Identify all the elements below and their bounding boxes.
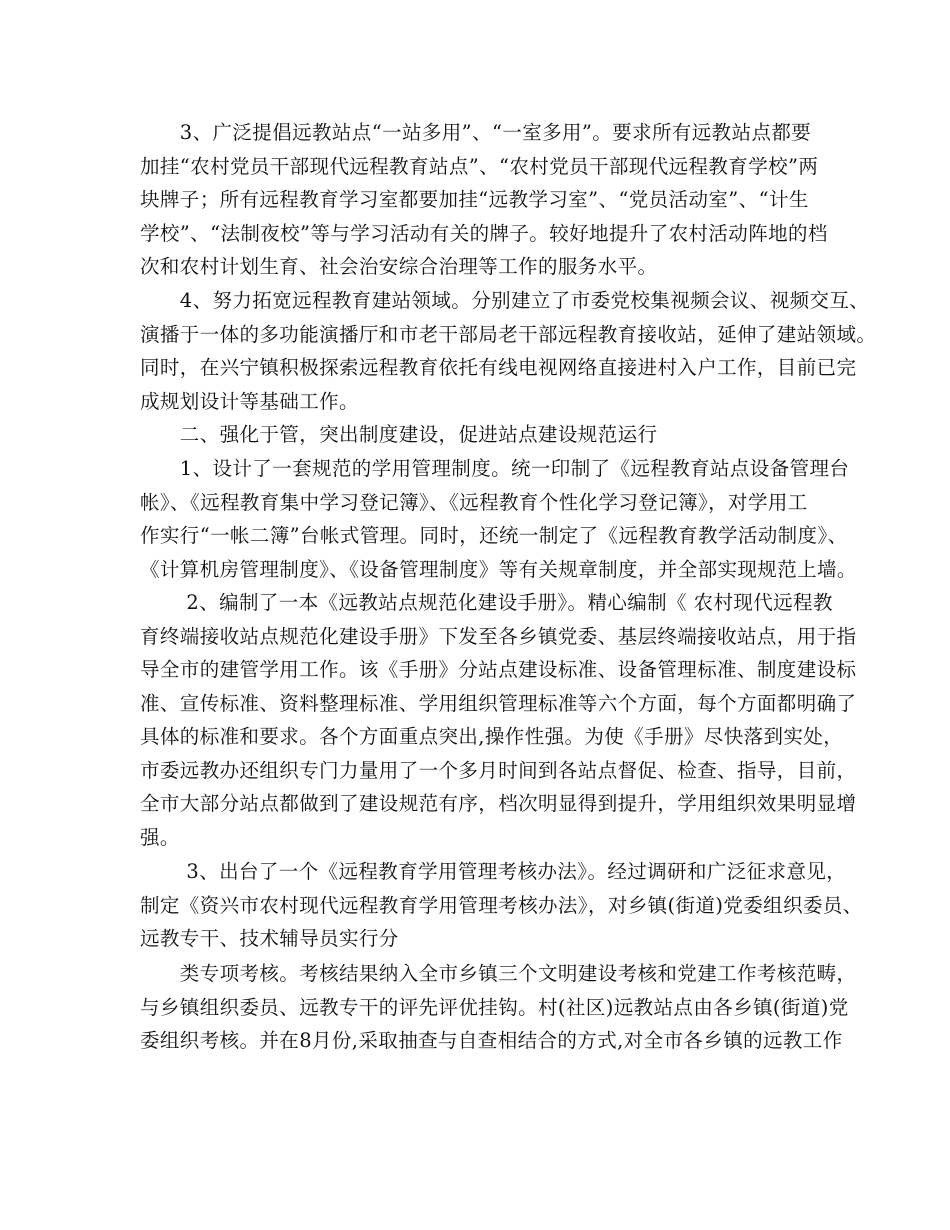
text-line: 育终端接收站点规范化建设手册》下发至各乡镇党委、基层终端接收站点，用于指 (140, 624, 857, 648)
text-line: 与乡镇组织委员、远教专干的评先评优挂钩。村(社区)远教站点由各乡镇(街道)党 (140, 995, 849, 1019)
paragraph-multi-use-stations (140, 116, 828, 284)
text-line: 准、宣传标准、资料整理标准、学用组织管理标准等六个方面，每个方面都明确了 (140, 691, 857, 715)
text-line: 远教专干、技术辅导员实行分 (140, 927, 399, 950)
paragraph-assessment-method (140, 855, 863, 956)
text-line: 全市大部分站点都做到了建设规范有序，档次明显得到提升，学用组织效果明显增 (140, 792, 857, 815)
text-line: 1、设计了一套规范的学用管理制度。统一印制了《远程教育站点设备管理台 (140, 457, 850, 480)
section-heading (140, 418, 820, 452)
paragraph-expand-domains (140, 284, 877, 418)
text-line: 导全市的建管学用工作。该《手册》分站点建设标准、设备管理标准、制度建设标 (140, 658, 857, 681)
text-line: 块牌子；所有远程教育学习室都要加挂“远教学习室”、“党员活动室”、“计生 (140, 188, 809, 211)
text-line: 委组织考核。并在8月份,采取抽查与自查相结合的方式,对全市各乡镇的远教工作 (140, 1029, 843, 1052)
text-line: 强。 (140, 825, 180, 849)
text-line: 3、出台了一个《远程教育学用管理考核办法》。经过调研和广泛征求意见， (140, 860, 847, 883)
text-line: 演播于一体的多功能演播厅和市老干部局老干部远程教育接收站，延伸了建站领域。 (140, 322, 877, 346)
paragraph-special-assessment (140, 957, 857, 1058)
heading-line: 二、强化于管，突出制度建设，促进站点建设规范运行 (140, 423, 658, 446)
paragraph-management-system (140, 452, 857, 586)
text-line: 制定《资兴市农村现代远程教育学用管理考核办法》，对乡镇(街道)党委组织委员、 (140, 893, 863, 917)
text-line: 类专项考核。考核结果纳入全市乡镇三个文明建设考核和党建工作考核范畴， (140, 962, 857, 985)
text-line: 具体的标准和要求。各个方面重点突出,操作性强。为使《手册》尽快落到实处， (140, 725, 844, 748)
text-line: 作实行“一帐二簿”台帐式管理。同时，还统一制定了《远程教育教学活动制度》、 (140, 524, 848, 547)
text-line: 4、努力拓宽远程教育建站领域。分别建立了市委党校集视频会议、视频交互、 (140, 289, 870, 312)
text-line: 学校”、“法制夜校”等与学习活动有关的牌子。较好地提升了农村活动阵地的档 (140, 221, 828, 245)
text-line: 加挂“农村党员干部现代远程教育站点”、“农村党员干部现代远程教育学校”两 (140, 154, 819, 178)
text-line: 《计算机房管理制度》、《设备管理制度》等有关规章制度，并全部实现规范上墙。 (140, 557, 857, 581)
paragraph-handbook (140, 586, 857, 854)
text-line: 市委远教办还组织专门力量用了一个多月时间到各站点督促、检查、指导，目前， (140, 758, 857, 782)
text-line: 帐》、《远程教育集中学习登记簿》、《远程教育个性化学习登记簿》，对学用工 (140, 490, 808, 514)
text-line: 3、广泛提倡远教站点“一站多用”、“一室多用”。要求所有远教站点都要 (140, 121, 812, 144)
text-line: 次和农村计划生育、社会治安综合治理等工作的服务水平。 (140, 255, 658, 278)
text-line: 2、编制了一本《远教站点规范化建设手册》。精心编制《 农村现代远程教 (140, 591, 833, 614)
text-line: 成规划设计等基础工作。 (140, 389, 359, 413)
text-line: 同时，在兴宁镇积极探索远程教育依托有线电视网络直接进村入户工作，目前已完 (140, 356, 857, 379)
